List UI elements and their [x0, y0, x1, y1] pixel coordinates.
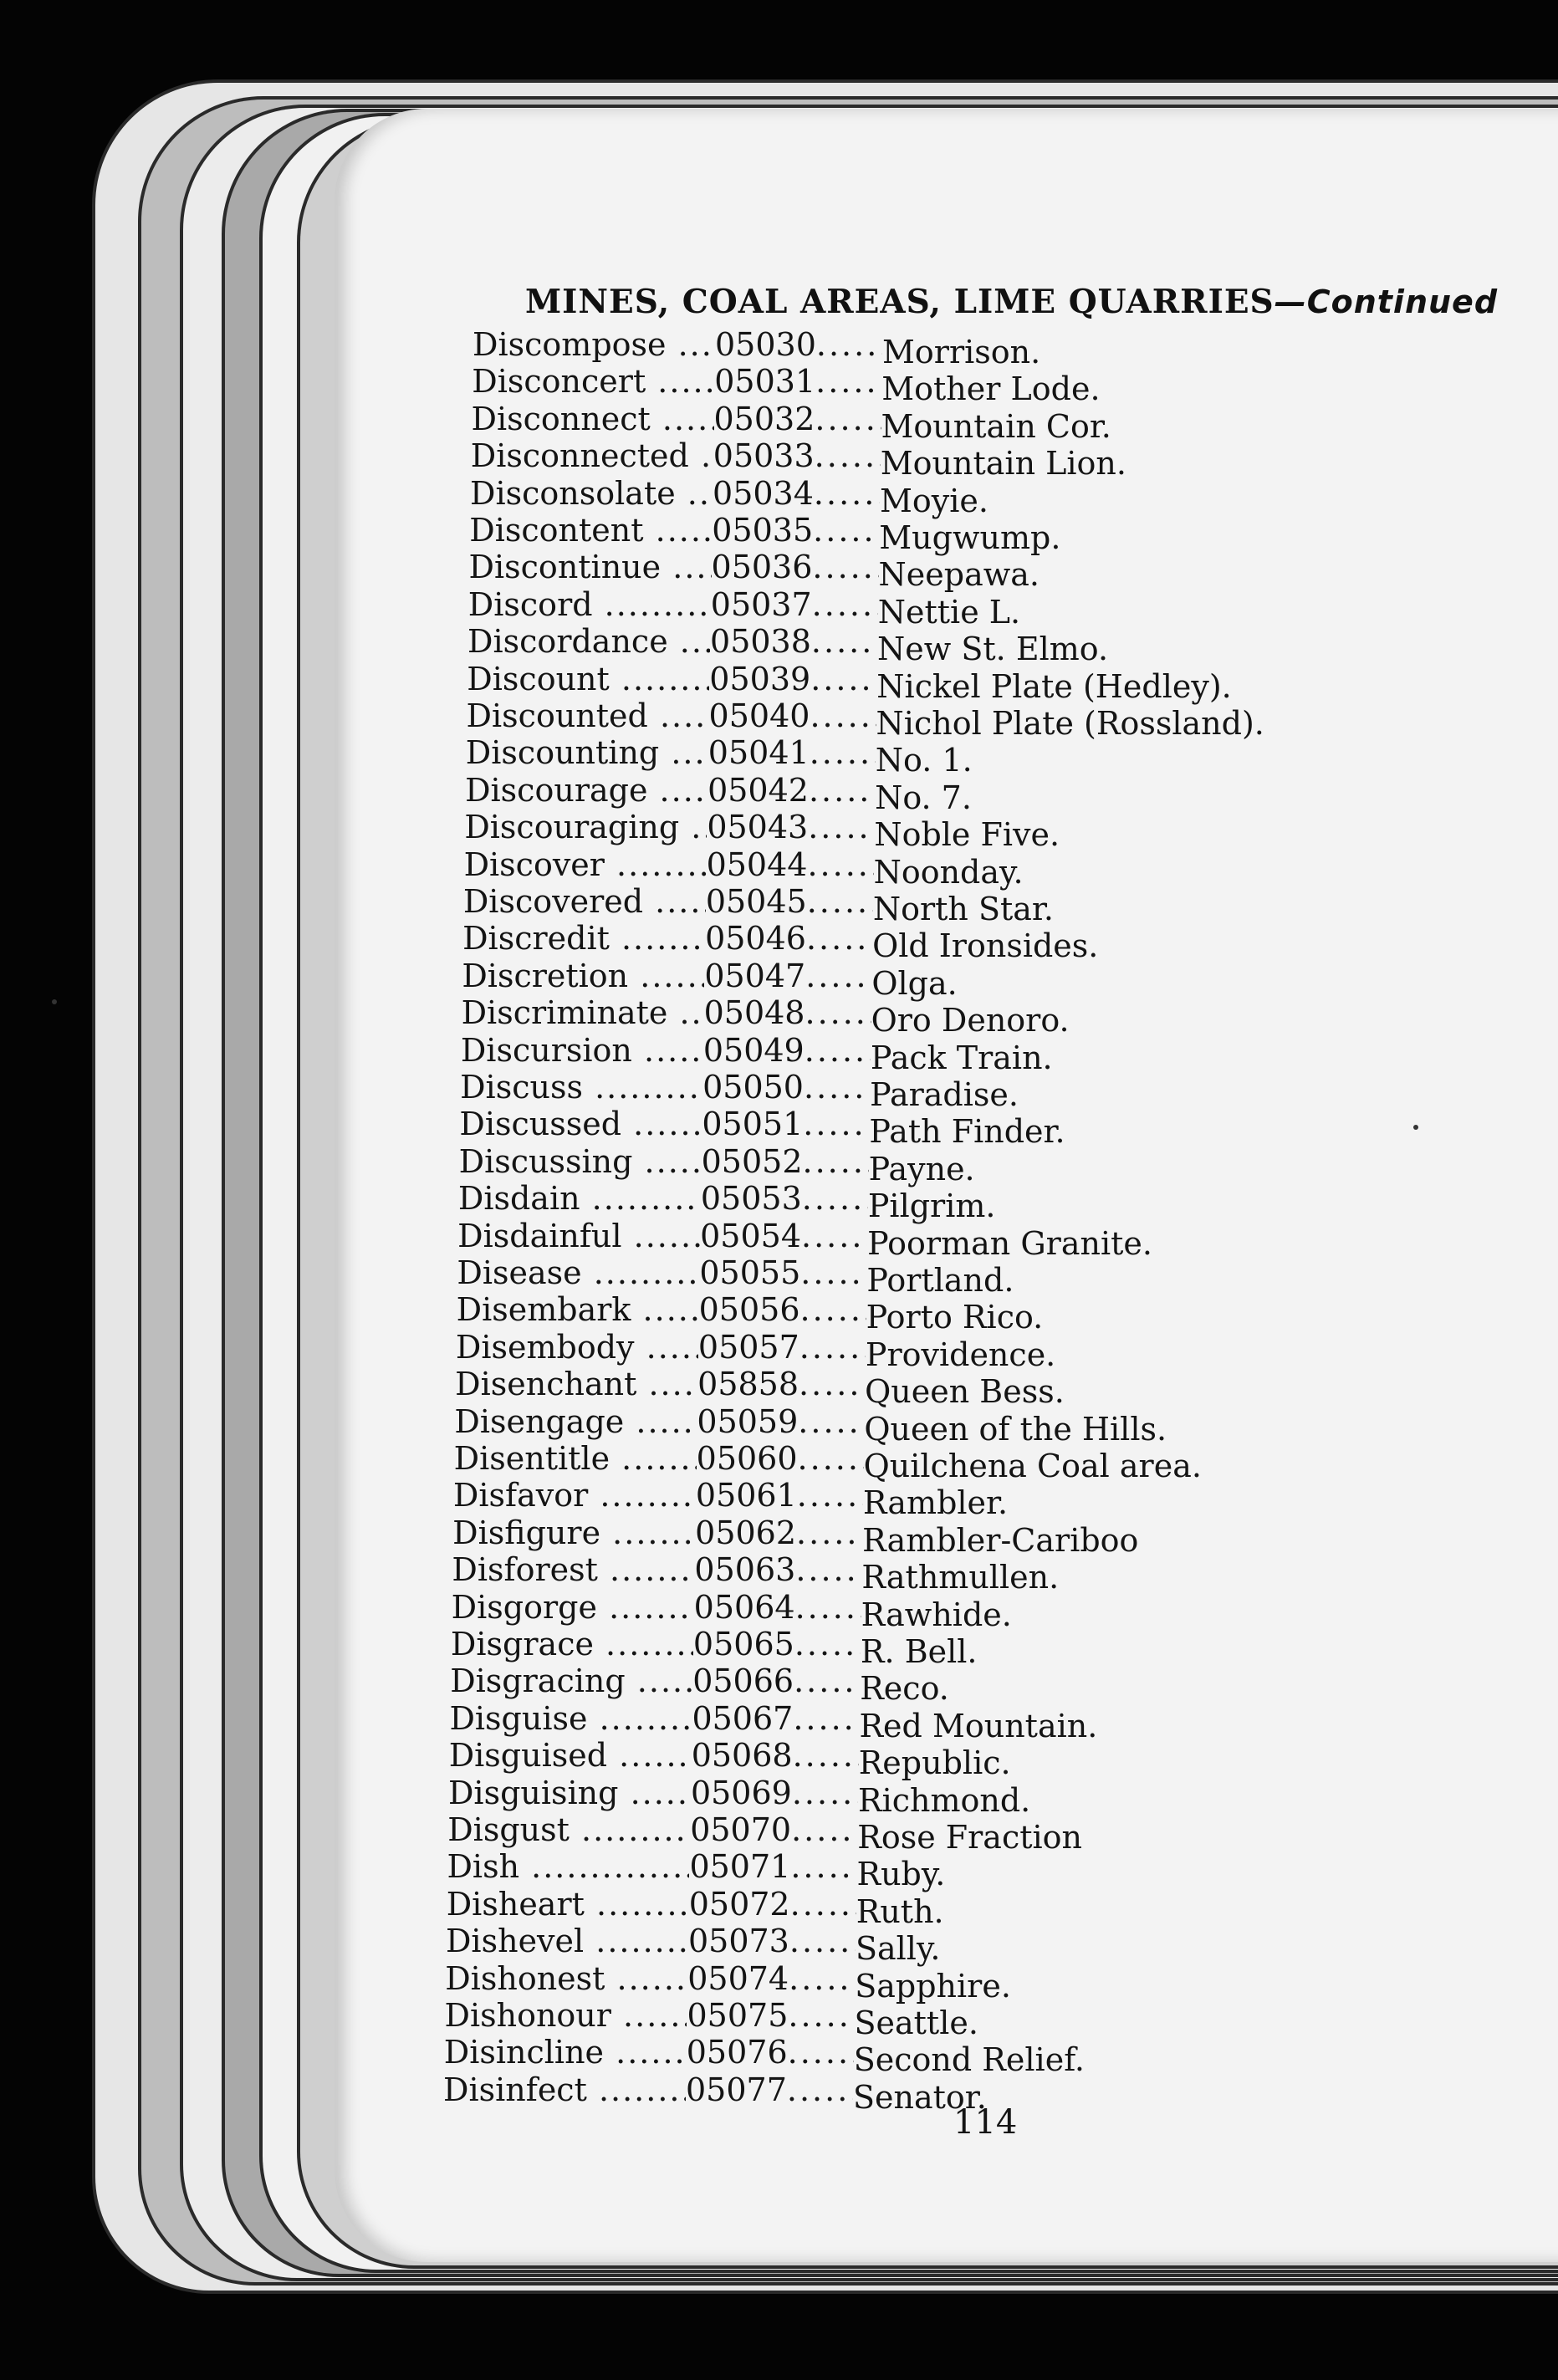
code-word: Disguising .....	[448, 1775, 691, 1811]
mine-name: Paradise.	[870, 1076, 1019, 1113]
code-number: 05075 .....	[687, 1997, 854, 2034]
mine-name: Rathmullen.	[861, 1559, 1060, 1596]
code-word: Discriminate .....	[462, 994, 704, 1031]
mine-name: Reco.	[860, 1670, 949, 1708]
code-word: Discursion .....	[461, 1032, 703, 1069]
code-word: Discompose .....	[473, 326, 715, 363]
list-item	[447, 1774, 1031, 1819]
code-number: 05067 .....	[692, 1700, 859, 1737]
mine-name: Rambler.	[862, 1484, 1009, 1522]
code-word: Disfigure .....	[452, 1514, 695, 1551]
code-word: Disembark .....	[457, 1291, 699, 1328]
code-word: Discounted .....	[467, 697, 709, 734]
code-number: 05049 .....	[703, 1032, 871, 1069]
list-item	[459, 1106, 1065, 1151]
list-item	[452, 1477, 1009, 1522]
code-number: 05070 .....	[690, 1811, 857, 1848]
code-number: 05048 .....	[704, 994, 871, 1031]
mine-name: Noble Five.	[874, 816, 1060, 854]
mine-name: Nickel Plate (Hedley).	[876, 667, 1232, 705]
list-item	[462, 883, 1054, 927]
mine-name: Richmond.	[857, 1781, 1031, 1819]
list-item	[444, 1997, 978, 2041]
code-word: Discord .....	[468, 586, 711, 623]
list-item	[457, 1217, 1152, 1262]
mine-name: Mugwump.	[879, 519, 1061, 556]
code-word: Discussed .....	[459, 1106, 702, 1142]
mine-name: Neepawa.	[878, 556, 1040, 594]
list-item	[468, 549, 1040, 594]
code-word: Discordance .....	[467, 623, 710, 660]
code-word: Discourage .....	[465, 772, 707, 809]
code-word: Disfavor .....	[453, 1477, 696, 1514]
code-word: Dishonest .....	[445, 1960, 687, 1997]
list-item	[470, 474, 988, 519]
code-word: Discount .....	[467, 661, 709, 697]
code-number: 05043 .....	[707, 809, 874, 845]
code-word: Disconnect .....	[472, 401, 714, 437]
code-number: 05062 .....	[695, 1514, 862, 1551]
code-word: Discussing .....	[459, 1143, 702, 1180]
code-number: 05065 .....	[693, 1626, 861, 1662]
mine-name: Mountain Cor.	[881, 407, 1111, 445]
code-word: Dishonour .....	[444, 1997, 687, 2034]
list-item	[452, 1551, 1060, 1596]
code-number: 05059 .....	[697, 1403, 864, 1440]
header-continued: —Continued	[1274, 283, 1499, 320]
mine-name: Rambler-Cariboo	[862, 1521, 1139, 1559]
mine-name: Pack Train.	[870, 1039, 1053, 1076]
list-item	[447, 1811, 1083, 1856]
mine-name: Rawhide.	[861, 1596, 1012, 1633]
code-word: Disincline .....	[444, 2034, 687, 2071]
code-word: Disheart .....	[447, 1886, 689, 1923]
list-item	[457, 1180, 996, 1225]
mine-name: Quilchena Coal area.	[863, 1448, 1202, 1484]
code-word: Disinfect .....	[443, 2071, 686, 2108]
list-item	[471, 400, 1111, 445]
code-word: Disdainful .....	[457, 1218, 700, 1254]
list-item	[445, 1923, 941, 1968]
code-number: 05036 .....	[712, 549, 879, 585]
code-number: 05042 .....	[707, 772, 875, 809]
code-number: 05039 .....	[709, 661, 876, 697]
code-word: Disgracing .....	[450, 1662, 692, 1699]
code-number: 05068 .....	[692, 1737, 859, 1774]
list-item	[450, 1626, 978, 1670]
code-number: 05074 .....	[687, 1960, 855, 1997]
code-number: 05033 .....	[713, 437, 881, 474]
list-item	[449, 1699, 1098, 1744]
mine-name: R. Bell.	[860, 1633, 978, 1670]
list-item	[455, 1328, 1056, 1373]
code-word: Discover .....	[464, 846, 707, 883]
code-word: Disgust .....	[447, 1811, 690, 1848]
list-item	[462, 957, 958, 1002]
code-word: Disguise .....	[449, 1700, 692, 1737]
code-number: 05040 .....	[709, 697, 876, 734]
list-item	[465, 771, 972, 816]
code-word: Dishevel .....	[446, 1923, 688, 1959]
mine-name: Olga.	[871, 964, 958, 1002]
list-item	[443, 2034, 1085, 2079]
mine-name: Republic.	[858, 1744, 1011, 1782]
list-item	[473, 326, 1041, 370]
mine-name: Queen Bess.	[865, 1373, 1065, 1411]
mine-name: Poorman Granite.	[867, 1224, 1152, 1262]
code-number: 05047 .....	[704, 958, 871, 994]
code-number: 05037 .....	[711, 586, 878, 623]
code-word: Disguised .....	[449, 1737, 692, 1774]
code-word: Disforest .....	[452, 1551, 694, 1588]
mine-name: Senator.	[853, 2078, 987, 2116]
mine-name: North Star.	[872, 891, 1054, 927]
mine-name: Second Relief.	[853, 2041, 1085, 2079]
code-word: Discredit .....	[462, 920, 705, 957]
code-number: 05034 .....	[713, 475, 880, 512]
mine-name: Rose Fraction	[857, 1819, 1083, 1856]
code-number: 05076 .....	[687, 2034, 854, 2071]
mine-name: Portland.	[866, 1262, 1014, 1299]
list-item	[465, 734, 973, 779]
code-number: 05071 .....	[689, 1848, 856, 1885]
mine-name: Nichol Plate (Rossland).	[876, 705, 1264, 742]
code-number: 05044 .....	[707, 846, 874, 883]
list-item	[451, 1588, 1012, 1633]
code-number: 05041 .....	[708, 734, 876, 771]
code-number: 05858 .....	[697, 1366, 865, 1402]
code-number: 05038 .....	[710, 623, 877, 660]
mine-name: Mother Lode.	[881, 370, 1101, 408]
code-number: 05050 .....	[702, 1069, 870, 1106]
mine-name: Queen of the Hills.	[864, 1410, 1167, 1448]
mine-name: Providence.	[865, 1336, 1056, 1373]
list-item	[467, 660, 1232, 705]
code-word: Dish .....	[447, 1848, 689, 1885]
code-word: Disenchant .....	[455, 1366, 697, 1402]
mine-name: New St. Elmo.	[877, 631, 1109, 668]
list-item	[446, 1885, 944, 1930]
code-number: 05056 .....	[699, 1291, 866, 1328]
list-item	[467, 623, 1109, 668]
mine-name: Ruth.	[856, 1892, 944, 1930]
list-item	[462, 920, 1099, 965]
list-item	[443, 2071, 987, 2116]
mine-name: Mountain Lion.	[880, 445, 1126, 483]
code-number: 05060 .....	[697, 1440, 864, 1477]
list-item	[460, 1031, 1053, 1076]
code-word: Disconnected .....	[471, 437, 713, 474]
list-item	[455, 1366, 1065, 1411]
list-item	[469, 512, 1061, 556]
list-item	[472, 363, 1101, 408]
code-word: Discuss .....	[460, 1069, 702, 1106]
mine-name: Moyie.	[880, 482, 988, 519]
code-number: 05046 .....	[705, 920, 872, 957]
mine-name: Noonday.	[873, 853, 1024, 891]
list-item	[464, 809, 1060, 854]
mine-name: Sapphire.	[855, 1967, 1011, 2005]
code-number: 05077 .....	[686, 2071, 853, 2108]
code-word: Disgorge .....	[452, 1589, 694, 1626]
list-item	[454, 1402, 1167, 1448]
list-item	[466, 697, 1264, 742]
code-word: Disconsolate .....	[470, 475, 713, 512]
code-word: Discouraging .....	[464, 809, 707, 845]
code-number: 05031 .....	[714, 363, 881, 400]
list-item	[450, 1662, 949, 1708]
code-number: 05063 .....	[694, 1551, 861, 1588]
code-number: 05069 .....	[691, 1775, 858, 1811]
code-word: Discontent .....	[469, 512, 712, 549]
list-item	[458, 1142, 975, 1187]
page-number: 114	[953, 2103, 1018, 2142]
code-number: 05051 .....	[702, 1106, 869, 1142]
mine-name: No. 7.	[875, 779, 972, 816]
mine-name: Oro Denoro.	[871, 1002, 1070, 1039]
mine-name: Pilgrim.	[867, 1187, 996, 1225]
list-item	[461, 994, 1070, 1039]
mine-name: Seattle.	[854, 2005, 978, 2041]
code-word: Disease .....	[457, 1254, 699, 1291]
list-item	[467, 585, 1021, 631]
code-number: 05055 .....	[699, 1254, 866, 1291]
code-word: Discovered .....	[463, 883, 706, 920]
list-item	[452, 1514, 1139, 1559]
code-number: 05072 .....	[689, 1886, 856, 1923]
mine-name: Sally.	[855, 1930, 941, 1968]
code-word: Discounting .....	[466, 734, 708, 771]
code-word: Disdain .....	[458, 1180, 701, 1217]
code-number: 05053 .....	[701, 1180, 868, 1217]
code-number: 05035 .....	[712, 512, 879, 549]
mine-name: No. 1.	[875, 742, 973, 779]
speck	[1413, 1125, 1418, 1130]
code-number: 05057 .....	[698, 1329, 866, 1366]
list-item	[457, 1254, 1014, 1299]
code-number: 05032 .....	[714, 401, 881, 437]
code-number: 05030 .....	[715, 326, 882, 363]
speck	[52, 999, 57, 1004]
list-item	[456, 1291, 1044, 1336]
list-item	[463, 845, 1024, 891]
list-item	[445, 1959, 1011, 2005]
code-word: Disgrace .....	[451, 1626, 693, 1662]
code-number: 05045 .....	[706, 883, 873, 920]
list-item	[453, 1440, 1202, 1484]
mine-name: Red Mountain.	[859, 1707, 1098, 1744]
code-word: Disentitle .....	[454, 1440, 697, 1477]
code-word: Discontinue .....	[469, 549, 712, 585]
mine-name: Morrison.	[882, 334, 1041, 370]
code-number: 05054 .....	[700, 1218, 867, 1254]
mine-name: Old Ironsides.	[872, 927, 1099, 965]
mine-name: Ruby.	[856, 1856, 946, 1893]
code-word: Discretion .....	[462, 958, 704, 994]
list-item	[470, 437, 1126, 483]
code-number: 05073 .....	[688, 1923, 856, 1959]
code-word: Disconcert .....	[472, 363, 714, 400]
header-title: MINES, COAL AREAS, LIME QUARRIES	[525, 283, 1274, 321]
mine-name: Porto Rico.	[866, 1299, 1044, 1336]
list-item	[448, 1737, 1011, 1782]
list-item	[460, 1069, 1019, 1113]
mine-name: Path Finder.	[869, 1113, 1065, 1151]
code-number: 05061 .....	[696, 1477, 863, 1514]
code-number: 05052 .....	[702, 1143, 869, 1180]
code-word: Disembody .....	[456, 1329, 698, 1366]
list-item	[447, 1848, 946, 1893]
code-number: 05066 .....	[692, 1662, 860, 1699]
mine-name: Payne.	[868, 1150, 975, 1187]
code-word: Disengage .....	[454, 1403, 697, 1440]
mine-name: Nettie L.	[877, 593, 1021, 631]
code-number: 05064 .....	[694, 1589, 861, 1626]
